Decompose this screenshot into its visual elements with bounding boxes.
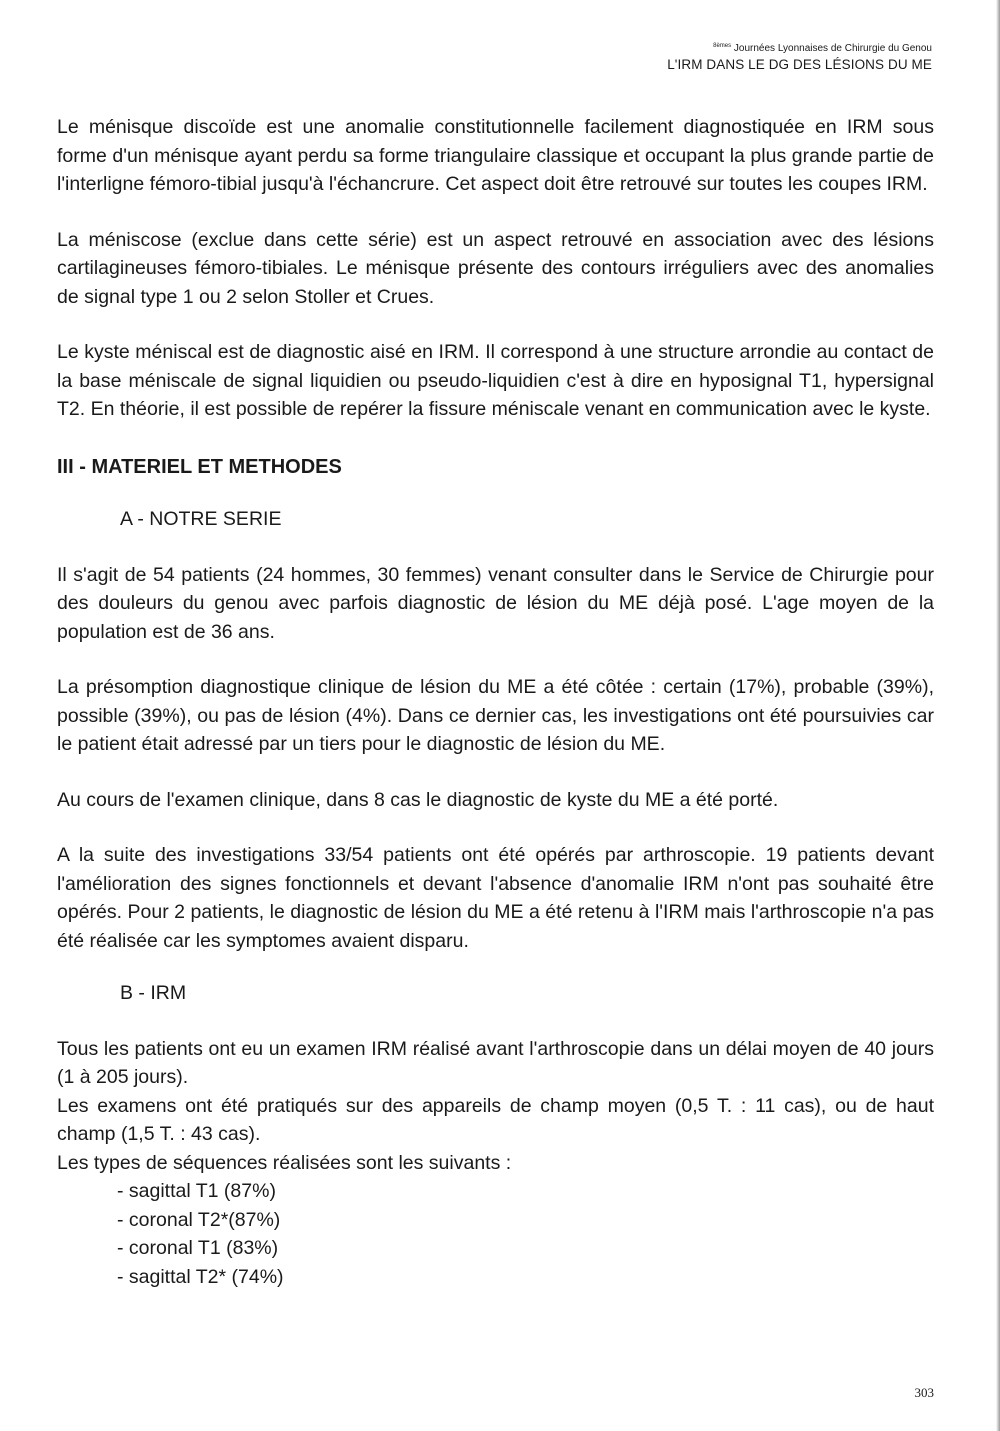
paragraph-presomption: La présomption diagnostique clinique de lésion du ME a été côtée : certain (17%), probable (39%), possible (39%), ou pas de lésion (4%). Dans ce dernier cas, les investigations ont été poursuivies car le patient était adressé par un tiers pour le diagnostic de lésion du ME.	[57, 676, 934, 755]
list-item: - coronal T2*(87%)	[117, 1208, 281, 1231]
section-heading: III - MATERIEL ET METHODES	[57, 455, 342, 478]
paragraph-investigations: A la suite des investigations 33/54 patients ont été opérés par arthroscopie. 19 patients devant l'amélioration des signes fonctionnels et devant l'absence d'anomalie IRM n'ont pas souhaité être opérés. Pour 2 patients, le diagnostic de lésion du ME a été retenu à l'IRM mais l'arthroscopie n'a pas été réalisée car les symptomes avaient disparu.	[57, 844, 934, 952]
subsection-heading-a: A - NOTRE SERIE	[120, 508, 282, 530]
list-item: - coronal T1 (83%)	[117, 1237, 279, 1259]
body-text	[57, 113, 934, 1291]
list-item: - sagittal T1 (87%)	[117, 1180, 276, 1202]
paragraph-irm-sequences: Les types de séquences réalisées sont les suivants :	[57, 1151, 512, 1174]
chapter-title: L'IRM DANS LE DG DES LÉSIONS DU ME	[667, 57, 932, 72]
subsection-heading-b: B - IRM	[120, 982, 187, 1004]
paragraph-kyste-meniscal: Le kyste méniscal est de diagnostic aisé en IRM. Il correspond à une structure arrondie au contact de la base méniscale de signal liquidien ou pseudo-liquidien c'est à dire en hyposignal T1, hypersignal T2. En théorie, il est possible de repérer la fissure méniscale venant en communication avec le kyste.	[57, 341, 934, 420]
paragraph-irm-delai: Tous les patients ont eu un examen IRM réalisé avant l'arthroscopie dans un délai moyen de 40 jours (1 à 205 jours).	[57, 1037, 934, 1088]
conference-name: $^{8èmes}$ Journées Lyonnaises de Chirurgie du Genou	[713, 43, 932, 54]
page-number: 303	[914, 1385, 934, 1400]
sequence-list	[117, 1177, 934, 1291]
paragraph-irm-champ: Les examens ont été pratiqués sur des appareils de champ moyen (0,5 T. : 11 cas), ou de haut champ (1,5 T. : 43 cas).	[57, 1094, 934, 1145]
paragraph-patients: Il s'agit de 54 patients (24 hommes, 30 femmes) venant consulter dans le Service de Chirurgie pour des douleurs du genou avec parfois diagnostic de lésion du ME déjà posé. L'age moyen de la population est de 36 ans.	[57, 563, 934, 643]
running-header	[667, 38, 932, 73]
list-item: - sagittal T2* (74%)	[117, 1265, 284, 1288]
paragraph-menisque-discoide: Le ménisque discoïde est une anomalie constitutionnelle facilement diagnostiquée en IRM sous forme d'un ménisque ayant perdu sa forme triangulaire classique et occupant la plus grande partie de l'interligne fémoro-tibial jusqu'à l'échancrure. Cet aspect doit être retrouvé sur toutes les coupes IRM.	[57, 116, 934, 195]
paragraph-meniscose: La méniscose (exclue dans cette série) est un aspect retrouvé en association avec des lésions cartilagineuses fémoro-tibiales. Le ménisque présente des contours irréguliers avec des anomalies de signal type 1 ou 2 selon Stoller et Crues.	[57, 228, 934, 308]
scan-edge-shadow	[996, 0, 1000, 1431]
paragraph-examen-clinique: Au cours de l'examen clinique, dans 8 cas le diagnostic de kyste du ME a été porté.	[57, 788, 779, 811]
